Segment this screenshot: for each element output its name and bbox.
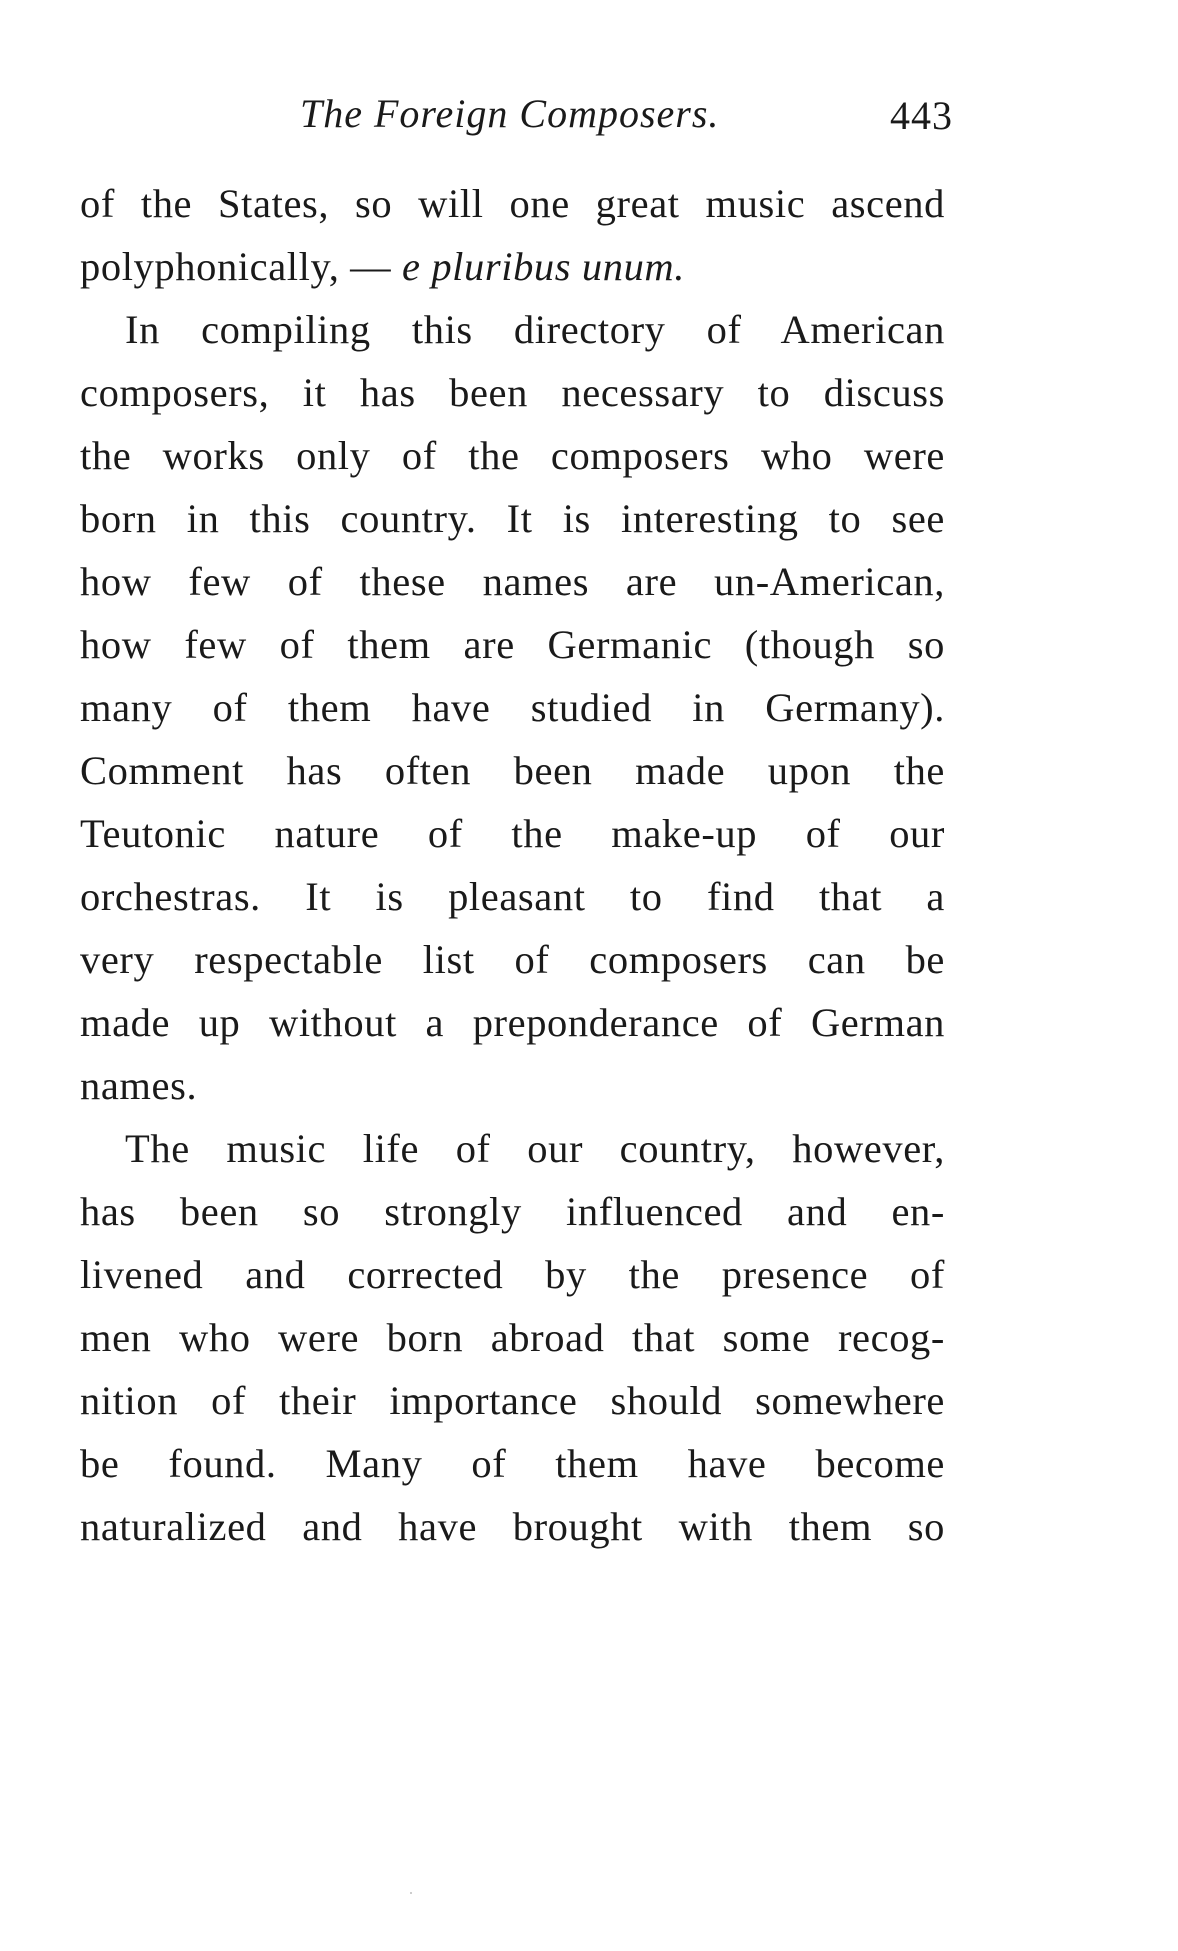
text-line: the works only of the composers who were xyxy=(80,433,945,478)
page-header xyxy=(80,90,953,150)
paper-speck xyxy=(410,1892,412,1894)
page-number: 443 xyxy=(890,93,953,138)
text-line: has been so strongly influenced and en- xyxy=(80,1189,945,1234)
running-title: The Foreign Composers. xyxy=(300,91,720,136)
body-text xyxy=(80,172,945,1558)
text-line: composers, it has been necessary to discuss xyxy=(80,370,945,415)
text-line: names. xyxy=(80,1063,198,1108)
text-line: orchestras. It is pleasant to find that a xyxy=(80,874,945,919)
text-line: Teutonic nature of the make-up of our xyxy=(80,811,945,856)
text-line xyxy=(80,235,945,298)
text-line: made up without a preponderance of German xyxy=(80,1000,945,1045)
text-line: In compiling this directory of American xyxy=(125,307,945,352)
text-line: be found. Many of them have become xyxy=(80,1441,945,1486)
text-line: naturalized and have brought with them so xyxy=(80,1504,945,1549)
paragraph xyxy=(80,1117,945,1558)
text-fragment: polyphonically, — xyxy=(80,244,392,289)
text-line: very respectable list of composers can be xyxy=(80,937,945,982)
text-line: Comment has often been made upon the xyxy=(80,748,945,793)
text-line: how few of these names are un-American, xyxy=(80,559,945,604)
latin-motto: e pluribus unum. xyxy=(402,244,685,289)
text-line: born in this country. It is interesting to see xyxy=(80,496,945,541)
text-line: men who were born abroad that some recog- xyxy=(80,1315,945,1360)
text-line: livened and corrected by the presence of xyxy=(80,1252,945,1297)
text-line: nition of their importance should somewhere xyxy=(80,1378,945,1423)
paragraph xyxy=(80,172,945,298)
text-line: The music life of our country, however, xyxy=(125,1126,945,1171)
text-line: how few of them are Germanic (though so xyxy=(80,622,945,667)
paragraph xyxy=(80,298,945,1117)
text-line: of the States, so will one great music ascend xyxy=(80,181,945,226)
text-line: many of them have studied in Germany). xyxy=(80,685,945,730)
